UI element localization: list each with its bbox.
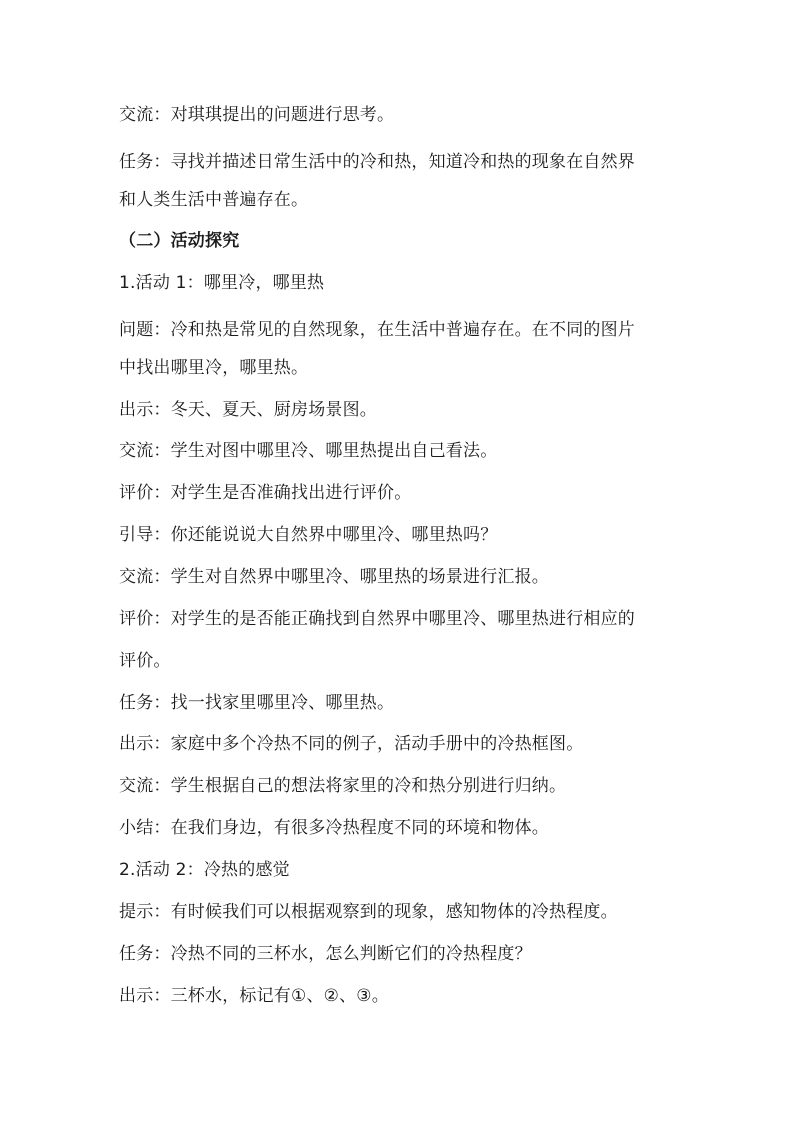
paragraph-line: 中找出哪里冷，哪里热。: [119, 358, 309, 378]
paragraph-line: 提示：有时候我们可以根据观察到的现象，感知物体的冷热程度。: [119, 902, 618, 922]
paragraph-line: 任务：冷热不同的三杯水，怎么判断它们的冷热程度？: [119, 944, 532, 964]
paragraph-line: 交流：学生根据自己的想法将家里的冷和热分别进行归纳。: [119, 776, 567, 796]
paragraph-line: 任务：找一找家里哪里冷、哪里热。: [119, 693, 395, 713]
activity-heading: 2.活动 2：冷热的感觉: [119, 860, 290, 880]
paragraph-line: 和人类生活中普遍存在。: [119, 190, 309, 210]
paragraph-line: 任务：寻找并描述日常生活中的冷和热，知道冷和热的现象在自然界: [119, 152, 635, 172]
activity-heading: 1.活动 1：哪里冷，哪里热: [119, 273, 325, 293]
paragraph-line: 出示：三杯水，标记有①、②、③。: [119, 986, 389, 1006]
paragraph-line: 交流：对琪琪提出的问题进行思考。: [119, 105, 395, 125]
paragraph-line: 交流：学生对图中哪里冷、哪里热提出自己看法。: [119, 441, 498, 461]
paragraph-line: 评价。: [119, 651, 171, 671]
paragraph-line: 交流：学生对自然界中哪里冷、哪里热的场景进行汇报。: [119, 567, 549, 587]
paragraph-line: 小结：在我们身边，有很多冷热程度不同的环境和物体。: [119, 818, 549, 838]
paragraph-line: 引导：你还能说说大自然界中哪里冷、哪里热吗？: [119, 525, 498, 545]
paragraph-line: 出示：冬天、夏天、厨房场景图。: [119, 400, 377, 420]
section-heading: （二）活动探究: [119, 231, 240, 251]
paragraph-line: 问题：冷和热是常见的自然现象，在生活中普遍存在。在不同的图片: [119, 320, 635, 340]
paragraph-line: 评价：对学生是否准确找出进行评价。: [119, 483, 412, 503]
paragraph-line: 评价：对学生的是否能正确找到自然界中哪里冷、哪里热进行相应的: [119, 609, 635, 629]
paragraph-line: 出示：家庭中多个冷热不同的例子，活动手册中的冷热框图。: [119, 734, 584, 754]
